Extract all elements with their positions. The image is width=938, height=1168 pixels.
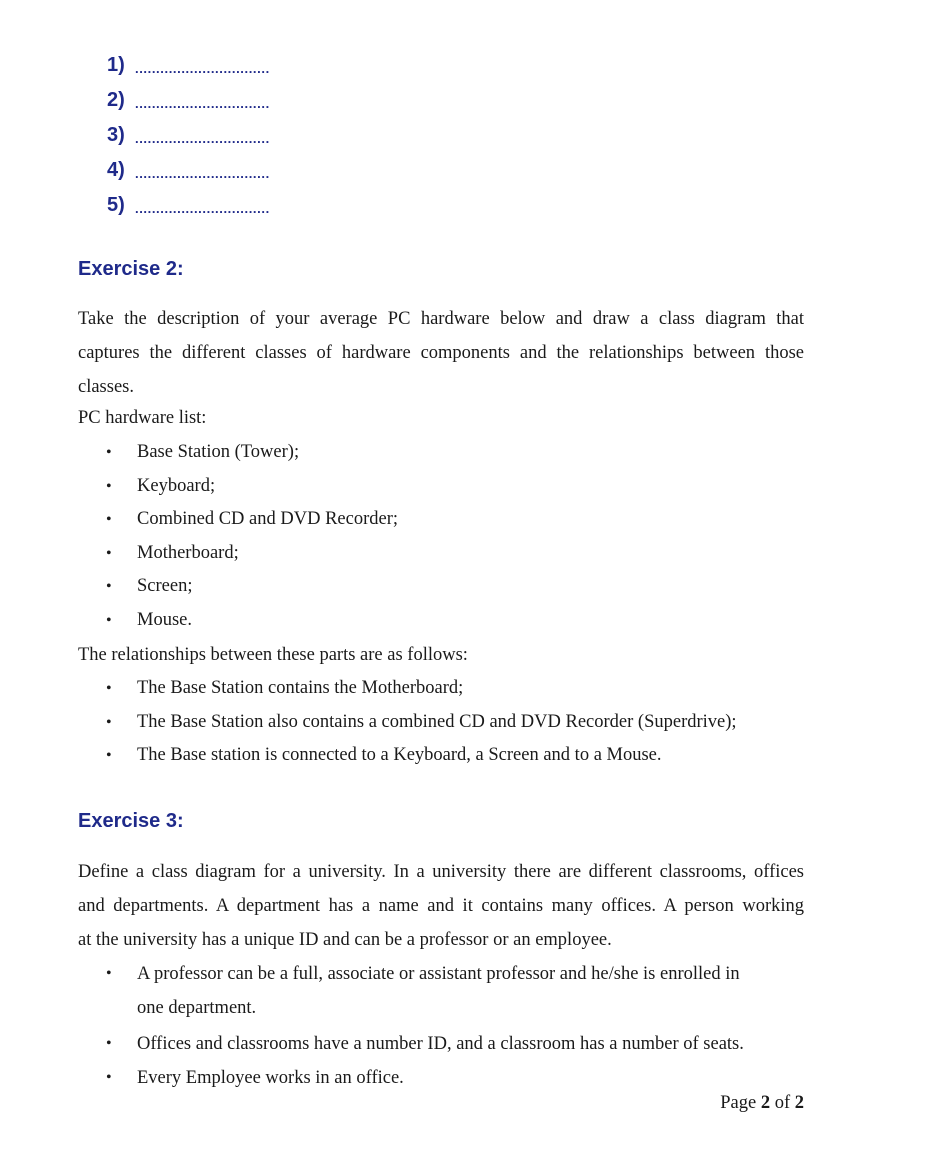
bullet-icon: •: [106, 611, 112, 629]
answer-blank: [107, 153, 270, 188]
list-item: [106, 1027, 797, 1061]
bullet-icon: •: [106, 747, 112, 765]
bullet-icon: •: [106, 578, 112, 596]
list-item-text: Screen;: [137, 576, 193, 597]
bullet-icon: •: [106, 477, 112, 495]
bullet-icon: •: [106, 444, 112, 461]
answer-blank: [107, 48, 270, 83]
hardware-list-label: PC hardware list:: [78, 408, 207, 428]
answer-blank: [107, 83, 270, 118]
hardware-list: [106, 436, 398, 638]
exercise-3-heading: Exercise 3:: [78, 810, 184, 832]
exercise-3-intro: [78, 855, 804, 957]
paragraph-line: at the university has a unique ID and can be a professor or an employee.: [78, 930, 612, 950]
exercise-2-intro: [78, 302, 804, 404]
list-item-text: Mouse.: [137, 609, 192, 630]
list-item-text: The Base Station contains the Motherboard;: [137, 678, 464, 698]
paragraph-line: classes.: [78, 377, 134, 397]
list-item-text: [137, 957, 797, 1025]
bullet-icon: •: [106, 1035, 112, 1052]
answer-blank: [107, 118, 270, 153]
relationships-label: The relationships between these parts are as follows:: [78, 645, 468, 665]
list-item-text: Base Station (Tower);: [137, 442, 300, 462]
bullet-icon: •: [106, 511, 112, 529]
list-item-text: The Base station is connected to a Keyboard, a Screen and to a Mouse.: [137, 745, 662, 766]
list-item: [106, 706, 737, 740]
answer-number: 3): [107, 124, 125, 146]
bullet-icon: •: [106, 544, 112, 562]
paragraph-line: and departments. A department has a name and it contains many offices. A person working: [78, 896, 804, 916]
list-item: [106, 436, 398, 470]
list-item: [106, 537, 398, 571]
list-item: [106, 1061, 797, 1095]
bullet-icon: •: [106, 1069, 112, 1086]
answer-number: 1): [107, 54, 125, 76]
list-item: [106, 604, 398, 638]
answer-dots: ................................: [135, 131, 270, 146]
answer-number: 5): [107, 194, 125, 216]
paragraph-line: captures the different classes of hardware components and the relationships between those: [78, 343, 804, 363]
list-item: [106, 672, 737, 706]
total-pages: 2: [794, 1093, 804, 1113]
list-item: [106, 957, 797, 1025]
bullet-icon: •: [106, 680, 112, 697]
answer-number: 4): [107, 159, 125, 181]
page-word: Page: [720, 1093, 757, 1113]
answer-blank-list: [107, 48, 270, 223]
answer-blank: [107, 188, 270, 223]
bullet-icon: •: [106, 965, 112, 982]
university-rules-list: [106, 957, 797, 1095]
answer-dots: ................................: [135, 201, 270, 216]
page-number: [720, 1093, 804, 1114]
answer-dots: ................................: [135, 166, 270, 181]
of-word: of: [774, 1093, 791, 1113]
answer-dots: ................................: [135, 96, 270, 111]
paragraph-line: Take the description of your average PC hardware below and draw a class diagram that: [78, 309, 804, 329]
list-item-text: Offices and classrooms have a number ID, and a classroom has a number of seats.: [137, 1034, 744, 1054]
list-item: [106, 470, 398, 504]
list-item: [106, 570, 398, 604]
paragraph-line: Define a class diagram for a university. In a university there are different classrooms, offices: [78, 862, 804, 882]
exercise-2-heading: Exercise 2:: [78, 258, 184, 280]
list-item-text: The Base Station also contains a combined CD and DVD Recorder (Superdrive);: [137, 711, 737, 732]
relationships-list: [106, 672, 737, 773]
list-item-line: A professor can be a full, associate or assistant professor and he/she is enrolled in: [137, 964, 740, 984]
list-item-line: one department.: [137, 998, 257, 1018]
list-item: [106, 739, 737, 773]
answer-number: 2): [107, 89, 125, 111]
answer-dots: ................................: [135, 61, 270, 76]
bullet-icon: •: [106, 713, 112, 731]
list-item-text: Keyboard;: [137, 475, 216, 496]
list-item-text: Every Employee works in an office.: [137, 1068, 404, 1088]
list-item-text: Motherboard;: [137, 542, 239, 563]
current-page: 2: [760, 1093, 771, 1113]
list-item-text: Combined CD and DVD Recorder;: [137, 509, 399, 530]
list-item: [106, 503, 398, 537]
